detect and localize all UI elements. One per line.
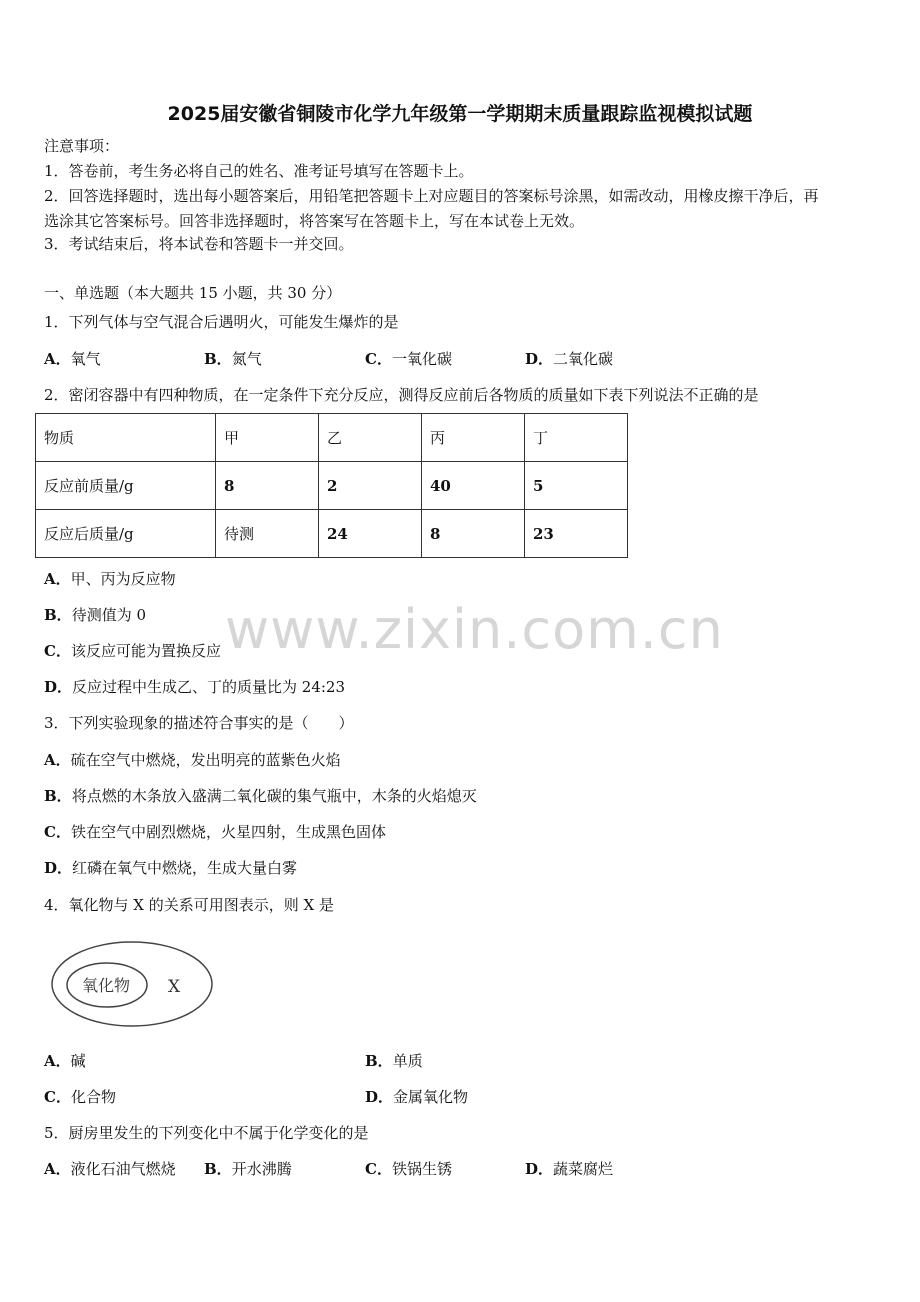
table-cell: 待测 [216,510,319,558]
table-cell: 反应后质量/g [36,510,216,558]
notice-item: 3．考试结束后，将本试卷和答题卡一并交回。 [44,235,354,253]
option-text: 液化石油气燃烧 [70,1160,176,1178]
option-label: D． [44,859,73,877]
notice-item: 1．答卷前，考生务必将自己的姓名、准考证号填写在答题卡上。 [44,162,474,180]
option-b[interactable] [204,1159,292,1179]
table-cell: 丙 [422,414,525,462]
table-cell: 8 [216,462,319,510]
option-b[interactable] [44,605,146,625]
option-label: A． [44,570,71,588]
mass-table [35,413,628,558]
table-cell: 乙 [319,414,422,462]
table-cell: 24 [319,510,422,558]
table-cell: 丁 [525,414,628,462]
option-label: B． [44,787,72,805]
question-stem: 5．厨房里发生的下列变化中不属于化学变化的是 [44,1124,369,1142]
option-text: 反应过程中生成乙、丁的质量比为 24:23 [72,678,346,696]
option-label: A． [44,1052,71,1070]
option-text: 甲、丙为反应物 [70,570,176,588]
option-text: 待测值为 0 [71,606,146,624]
option-label: C． [365,350,392,368]
question-stem: 4．氧化物与 X 的关系可用图表示，则 X 是 [44,896,334,914]
option-label: C． [44,642,71,660]
option-text: 氮气 [231,350,262,368]
section-heading: 一、单选题（本大题共 15 小题，共 30 分） [44,284,342,302]
option-c[interactable] [365,1159,452,1179]
option-a[interactable] [44,1051,86,1071]
table-row [36,510,628,558]
option-label: A． [44,350,71,368]
question-stem: 2．密闭容器中有四种物质，在一定条件下充分反应，测得反应前后各物质的质量如下表下列说法不正确的是 [44,386,759,404]
notice-item: 2．回答选择题时，选出每小题答案后，用铅笔把答题卡上对应题目的答案标号涂黑，如需改动，用橡皮擦干净后，再 [44,187,819,205]
option-label: D． [525,1160,554,1178]
notice-heading: 注意事项： [44,137,120,155]
option-b[interactable] [204,349,262,369]
table-cell: 2 [319,462,422,510]
option-b[interactable] [44,786,477,806]
option-text: 硫在空气中燃烧，发出明亮的蓝紫色火焰 [70,751,341,769]
option-label: D． [44,678,73,696]
page-title: 2025届安徽省铜陵市化学九年级第一学期期末质量跟踪监视模拟试题 [167,103,753,125]
option-text: 单质 [392,1052,423,1070]
table-cell: 8 [422,510,525,558]
table-cell: 40 [422,462,525,510]
option-d[interactable] [525,1159,613,1179]
outer-label: X [167,977,181,997]
option-text: 一氧化碳 [391,350,452,368]
table-cell: 甲 [216,414,319,462]
option-text: 该反应可能为置换反应 [70,642,221,660]
option-text: 化合物 [70,1088,116,1106]
option-text: 蔬菜腐烂 [553,1160,614,1178]
option-text: 铁锅生锈 [391,1160,452,1178]
table-row [36,462,628,510]
option-text: 铁在空气中剧烈燃烧，火星四射，生成黑色固体 [70,823,386,841]
option-c[interactable] [44,641,221,661]
inner-label: 氧化物 [81,976,131,995]
table-cell: 5 [525,462,628,510]
option-c[interactable] [44,822,386,842]
option-d[interactable] [365,1087,468,1107]
option-label: B． [365,1052,393,1070]
table-cell: 物质 [36,414,216,462]
option-label: B． [204,1160,232,1178]
option-text: 碱 [70,1052,86,1070]
outer-ellipse [52,942,212,1026]
option-d[interactable] [525,349,613,369]
table-cell: 反应前质量/g [36,462,216,510]
option-label: D． [525,350,554,368]
option-label: B． [204,350,232,368]
option-label: C． [44,1088,71,1106]
venn-diagram [48,938,218,1030]
option-label: A． [44,751,71,769]
option-text: 开水沸腾 [231,1160,292,1178]
option-label: D． [365,1088,394,1106]
option-a[interactable] [44,1159,176,1179]
table-cell: 23 [525,510,628,558]
option-a[interactable] [44,750,341,770]
option-d[interactable] [44,858,297,878]
option-b[interactable] [365,1051,423,1071]
option-c[interactable] [365,349,452,369]
watermark: www.zixin.com.cn [225,598,724,661]
option-label: C． [44,823,71,841]
question-stem: 3．下列实验现象的描述符合事实的是（ ） [44,714,354,732]
question-stem: 1．下列气体与空气混合后遇明火，可能发生爆炸的是 [44,313,399,331]
option-a[interactable] [44,569,176,589]
option-label: A． [44,1160,71,1178]
option-text: 将点燃的木条放入盛满二氧化碳的集气瓶中，木条的火焰熄灭 [71,787,477,805]
option-text: 红磷在氧气中燃烧，生成大量白雾 [72,859,298,877]
option-label: C． [365,1160,392,1178]
option-text: 氧气 [70,350,101,368]
notice-item: 选涂其它答案标号。回答非选择题时，将答案写在答题卡上，写在本试卷上无效。 [44,212,585,230]
option-d[interactable] [44,677,345,697]
option-c[interactable] [44,1087,116,1107]
option-a[interactable] [44,349,101,369]
table-row [36,414,628,462]
option-text: 金属氧化物 [393,1088,469,1106]
option-text: 二氧化碳 [553,350,614,368]
option-label: B． [44,606,72,624]
